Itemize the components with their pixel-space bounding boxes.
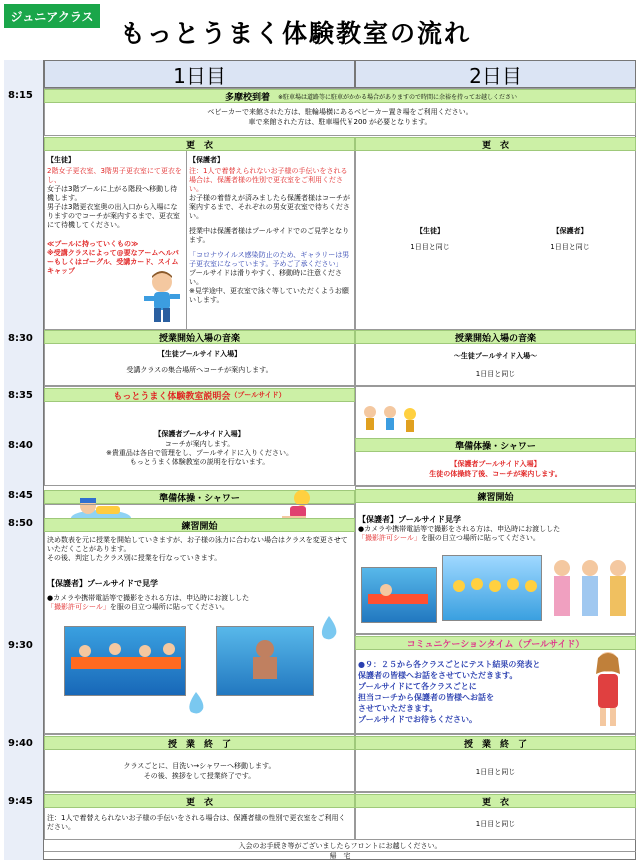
comm-l4: 担当コーチから保護者の皆様へお話を [358,693,494,702]
comm-l5: させていただきます。 [358,704,438,713]
comm-l2: 保護者の皆様へお話をさせていただきます。 [358,671,518,680]
practice-l3: ●カメラや携帯電話等で撮影をされる方は、申込時にお渡しした [47,594,250,602]
parent-title: 【保護者】 [189,156,224,164]
gather-note: ※駐車場は道路等に駐車がかかる場合がありますので時間に余裕を持ってお越しください [278,93,518,101]
end-l1: クラスごとに、目洗い→シャワーへ移動します。 [123,762,276,770]
time-label: 8:45 [8,490,33,501]
comm-l3: プールサイドにて各クラスごとに [358,682,477,691]
water-drop-icon [186,690,206,716]
time-label: 8:30 [8,333,33,344]
parents-illustration-icon [548,556,632,626]
practice-l2: その後、判定したクラス別に授業を行なっていきます。 [47,554,222,562]
d2-student: 【生徒】 [416,227,444,235]
class-badge: ジュニアクラス [4,4,100,28]
parent-note-4: 「コロナウイルス感染防止のため、ギャラリーは男子更衣室になっています。予めご了承ください」 [189,251,350,268]
time-label: 8:40 [8,440,33,451]
change1-bar: 更 衣 [44,137,355,151]
explain-l2: ※貴重品は各自で管理をし、プールサイドに入りください。 [105,449,294,457]
d2-student-note: 1日目と同じ [410,243,450,251]
explain-sub: 【保護者プールサイド入場】 [154,430,245,438]
warmup-d2-l1: 【保護者プールサイド入場】 [450,460,541,468]
practice-bar: 練習開始 [44,518,355,532]
parent-note-6: ※見学途中、更衣室で泳ぐ等していただくようお願いします。 [189,287,349,304]
time-label: 9:45 [8,796,33,807]
explain-l1: コーチが案内します。 [164,440,235,448]
footer-note: 入会のお手続き等がございましたらフロントにお越しください。 [238,842,442,850]
kid-illustration-icon [140,268,184,326]
pool-photo-kids [64,626,186,696]
time-label: 8:15 [8,90,33,101]
time-label: 8:35 [8,390,33,401]
divider [186,151,187,330]
gather-line1: ベビーカーで来館された方は、駐輪場横にあるベビーカー置き場をご利用ください。 [207,108,473,116]
warmup-d2-bar: 準備体操・シャワー [355,438,636,452]
explain-bar [44,388,355,402]
music-bar: 授業開始入場の音楽 [44,330,355,344]
music-title: 【生徒プールサイド入場】 [157,350,242,358]
gather-bar [44,89,636,103]
photo-sticker-label: 「撮影許可シール」 [358,534,421,542]
pool-photo-float [361,567,437,623]
practice-d2-l3: を服の目立つ場所に貼ってください。 [420,534,540,542]
parent-note-1: 注：1人で着替えられないお子様の手伝いをされる場合は、保護者様の性別で更衣室をご利用ください。 [189,167,348,193]
d2-parent: 【保護者】 [552,227,588,235]
student-title: 【生徒】 [47,156,75,164]
practice-d2-bar: 練習開始 [355,489,636,503]
time-label: 8:50 [8,518,33,529]
comm-l6: プールサイドでお待ちください。 [358,715,478,724]
kids-exercise-icon [360,404,422,438]
gather-line2: 車で来館された方は、駐車場代￥200 が必要となります。 [248,118,432,126]
change2-d2-bar: 更 衣 [355,794,636,808]
parent-note-5: プールサイドは滑りやすく、移動時に注意ください。 [189,269,343,286]
student-note-3: 男子は3階更衣室奥の出入口から入場になりますのでコーチが案内するまで、更衣室にて待機してください。 [47,203,180,229]
practice-l1: 決め数表を元に授業を開始していきますが、お子様の泳力に合わない場合はクラスを変更させていただくことがあります。 [47,536,348,553]
pool-photo-coach [216,626,314,696]
explain-title: もっとうまく体験教室説明会 [113,391,231,402]
water-drop-icon [318,614,340,642]
student-note-2: 女子は3階プールに上がる階段へ移動し待機します。 [47,185,178,202]
end-d2-bar: 授 業 終 了 [355,736,636,750]
explain-l3: もっとうまく体験教室の説明を行ないます。 [129,458,270,466]
change2-d2: 1日目と同じ [475,820,516,828]
pool-photo-group [442,555,542,621]
end-d2: 1日目と同じ [475,768,516,776]
d2-parent-note: 1日目と同じ [550,243,590,251]
warmup-bar: 準備体操・シャワー [44,490,355,504]
practice-sub: 【保護者】プールサイドで見学 [47,579,159,588]
photo-sticker-label: 「撮影許可シール」 [47,603,110,611]
music-d2-bar: 授業開始入場の音楽 [355,330,636,344]
end-bar: 授 業 終 了 [44,736,355,750]
student-bring-title: ≪プールに持っていくもの≫ [47,240,139,248]
practice-l5: を服の目立つ場所に貼ってください。 [109,603,229,611]
practice-d2-l1: ●カメラや携帯電話等で撮影をされる方は、申込時にお渡しした [358,525,561,533]
comm-title: コミュニケーションタイム（プールサイド） [406,639,585,650]
gather-title: 多摩校到着 [225,92,271,103]
student-bring-list: ※受講クラスによって@要なアームヘルパーもしくはゴーグル、受講カード、スイムキャップ [47,249,179,275]
student-note-1: 2階女子更衣室、3階男子更衣室にて更衣をし、 [47,167,182,184]
time-label: 9:30 [8,640,33,651]
coach-illustration-icon [584,648,632,730]
warmup-d2-l2: 生徒の体操終了後、コーチが案内します。 [429,470,562,478]
change1-d2-bar: 更 衣 [355,137,636,151]
end-l2: その後、挨拶をして授業終了です。 [143,772,256,780]
day1-header: 1日目 [44,60,355,88]
music-d2-line: 1日目と同じ [475,370,516,378]
page-title: もっとうまく体験教室の流れ [120,19,472,48]
parent-note-2: お子様の着替えが済みましたら保護者様はコーチが案内するまで、それぞれの男女更衣室で待ちください。 [189,194,350,220]
time-label: 9:40 [8,738,33,749]
footer-end: 帰 宅 [329,852,351,860]
practice-d2-sub: 【保護者】プールサイド見学 [358,515,462,524]
comm-l1: ●９：２５から各クラスごとにテスト結果の発表と [358,660,541,669]
music-d2-title: ～生徒プールサイド入場～ [453,352,538,360]
explain-suffix: （プールサイド） [230,391,286,399]
music-line: 受講クラスの集合場所へコーチが案内します。 [126,366,273,374]
parent-note-3: 授業中は保護者様はプールサイドでのご見学となります。 [189,227,350,244]
change2-bar: 更 衣 [44,794,355,808]
day2-header: 2日目 [355,60,636,88]
change2-l1: 注：1人で着替えられないお子様の手伝いをされる場合は、保護者様の性別で更衣室をご利用ください。 [47,814,346,831]
